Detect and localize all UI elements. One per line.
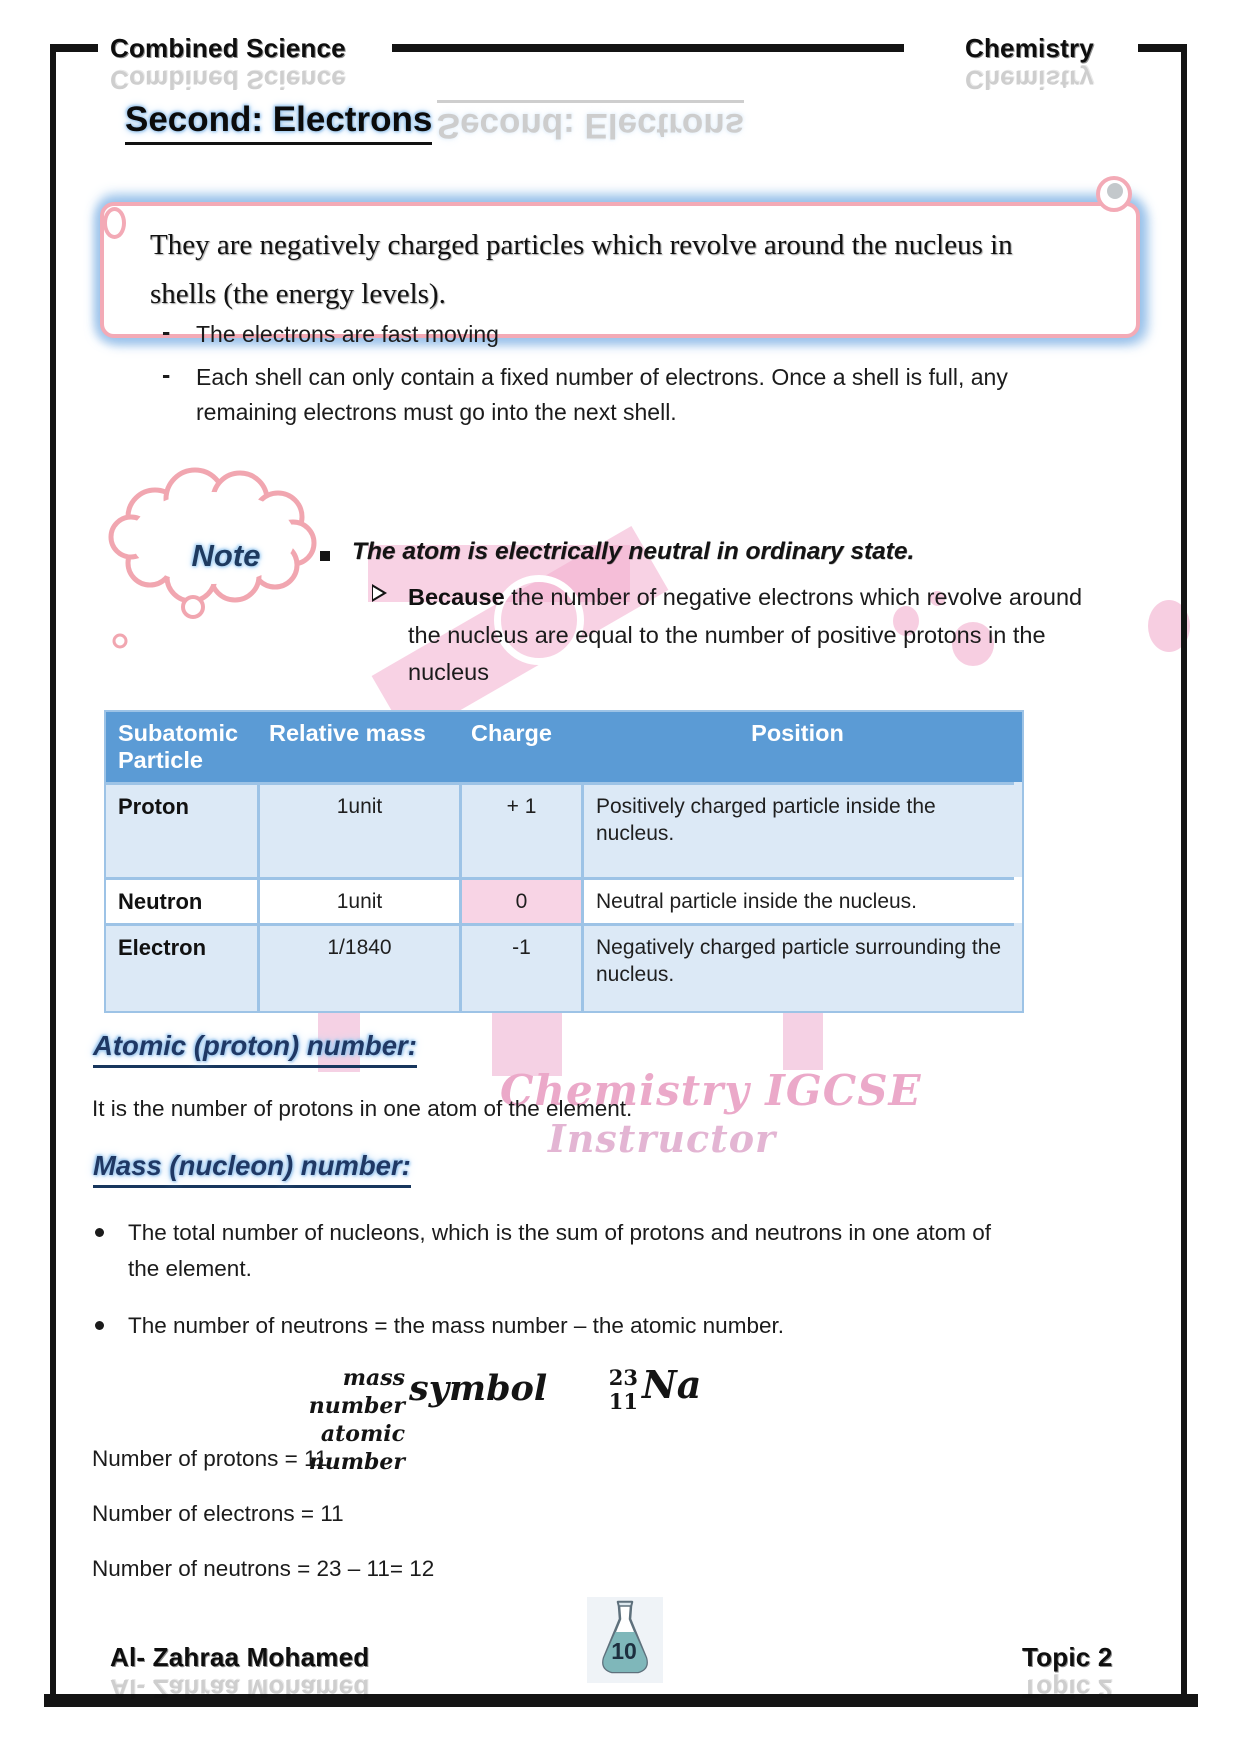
calculation-line: Number of protons = 11 <box>92 1446 328 1471</box>
header-subject: Combined Science Combined Science <box>110 33 346 95</box>
header-subject-label: Combined Science <box>110 33 346 63</box>
subatomic-particles-table <box>104 710 1024 1013</box>
round-bullet-icon <box>95 1321 104 1330</box>
symbol-label: symbol <box>409 1368 548 1409</box>
watermark-text: Instructor <box>548 1116 777 1161</box>
round-bullet-icon <box>95 1228 104 1237</box>
mass-number-value: 23 <box>608 1365 638 1390</box>
list-item: - Each shell can only contain a fixed number of electrons. Once a shell is full, any remaining electrons must go into the next shell. <box>160 360 1056 431</box>
header-course: Chemistry Chemistry <box>965 33 1094 95</box>
atomic-number-label: atomic number <box>308 1421 405 1475</box>
page-border-right <box>1181 44 1187 1704</box>
calculation-line: Number of neutrons = 23 – 11= 12 <box>92 1556 435 1581</box>
section-title: Second: Electrons Second: Electrons <box>125 100 745 145</box>
list-item: The number of neutrons = the mass number – the atomic number. <box>92 1308 1008 1344</box>
calculation-line: Number of electrons = 11 <box>92 1501 344 1526</box>
footer-author-label: Al- Zahraa Mohamed <box>110 1642 370 1672</box>
list-item: - The electrons are fast moving <box>160 317 1056 353</box>
column-header: Subatomic Particle <box>118 720 239 773</box>
square-bullet-icon <box>320 551 330 561</box>
footer-topic: Topic 2 Topic 2 <box>1022 1642 1113 1704</box>
note-heading: The atom is electrically neutral in ordinary state. <box>352 538 915 565</box>
page-border-top <box>50 44 98 52</box>
note-reason: Because the number of negative electrons which revolve around the nucleus are equal to the number of positive protons in the nucleus <box>408 584 1083 685</box>
page-border-top <box>1138 44 1187 52</box>
dash-marker: - <box>162 318 171 346</box>
atomic-number-definition: It is the number of protons in one atom of the element. <box>92 1096 633 1121</box>
column-header: Relative mass <box>269 720 426 746</box>
note-label: Note <box>191 538 261 573</box>
dash-marker: - <box>162 360 171 389</box>
table-row: Electron 1/1840 -1 Negatively charged particle surrounding the nucleus. <box>106 923 1022 1011</box>
scroll-curl-icon <box>1096 176 1132 212</box>
scroll-curl-icon <box>103 207 126 239</box>
header-course-label: Chemistry <box>965 33 1094 63</box>
element-symbol: Na <box>642 1362 702 1407</box>
watermark-text: Chemistry IGCSE <box>500 1066 922 1115</box>
table-row: Neutron 1unit 0 Neutral particle inside the nucleus. <box>106 877 1022 923</box>
footer-author: Al- Zahraa Mohamed Al- Zahraa Mohamed <box>110 1642 370 1704</box>
atomic-number-value: 11 <box>608 1389 638 1414</box>
flask-page-number-icon <box>587 1597 663 1683</box>
mass-number-label: mass number <box>308 1365 405 1419</box>
column-header: Charge <box>471 720 552 746</box>
table-header-row <box>106 712 1022 782</box>
page-number: 10 <box>611 1638 637 1664</box>
sodium-notation-numbers <box>608 1366 638 1414</box>
atomic-number-heading: Atomic (proton) number: <box>93 1030 417 1068</box>
arrow-bullet-icon <box>372 584 387 602</box>
definition-text: They are negatively charged particles which revolve around the nucleus in shells (the energy levels). <box>150 229 1013 310</box>
column-header: Position <box>751 720 844 746</box>
dash-list <box>160 317 1040 438</box>
page-border-top <box>392 44 904 52</box>
footer-topic-label: Topic 2 <box>1022 1642 1113 1672</box>
table-row: Proton 1unit + 1 Positively charged particle inside the nucleus. <box>106 782 1022 877</box>
page-border-left <box>50 44 56 1704</box>
section-title-text: Second: Electrons <box>125 100 432 145</box>
list-item: The total number of nucleons, which is the sum of protons and neutrons in one atom of the element. <box>92 1215 1008 1287</box>
mass-number-heading: Mass (nucleon) number: <box>93 1150 411 1188</box>
